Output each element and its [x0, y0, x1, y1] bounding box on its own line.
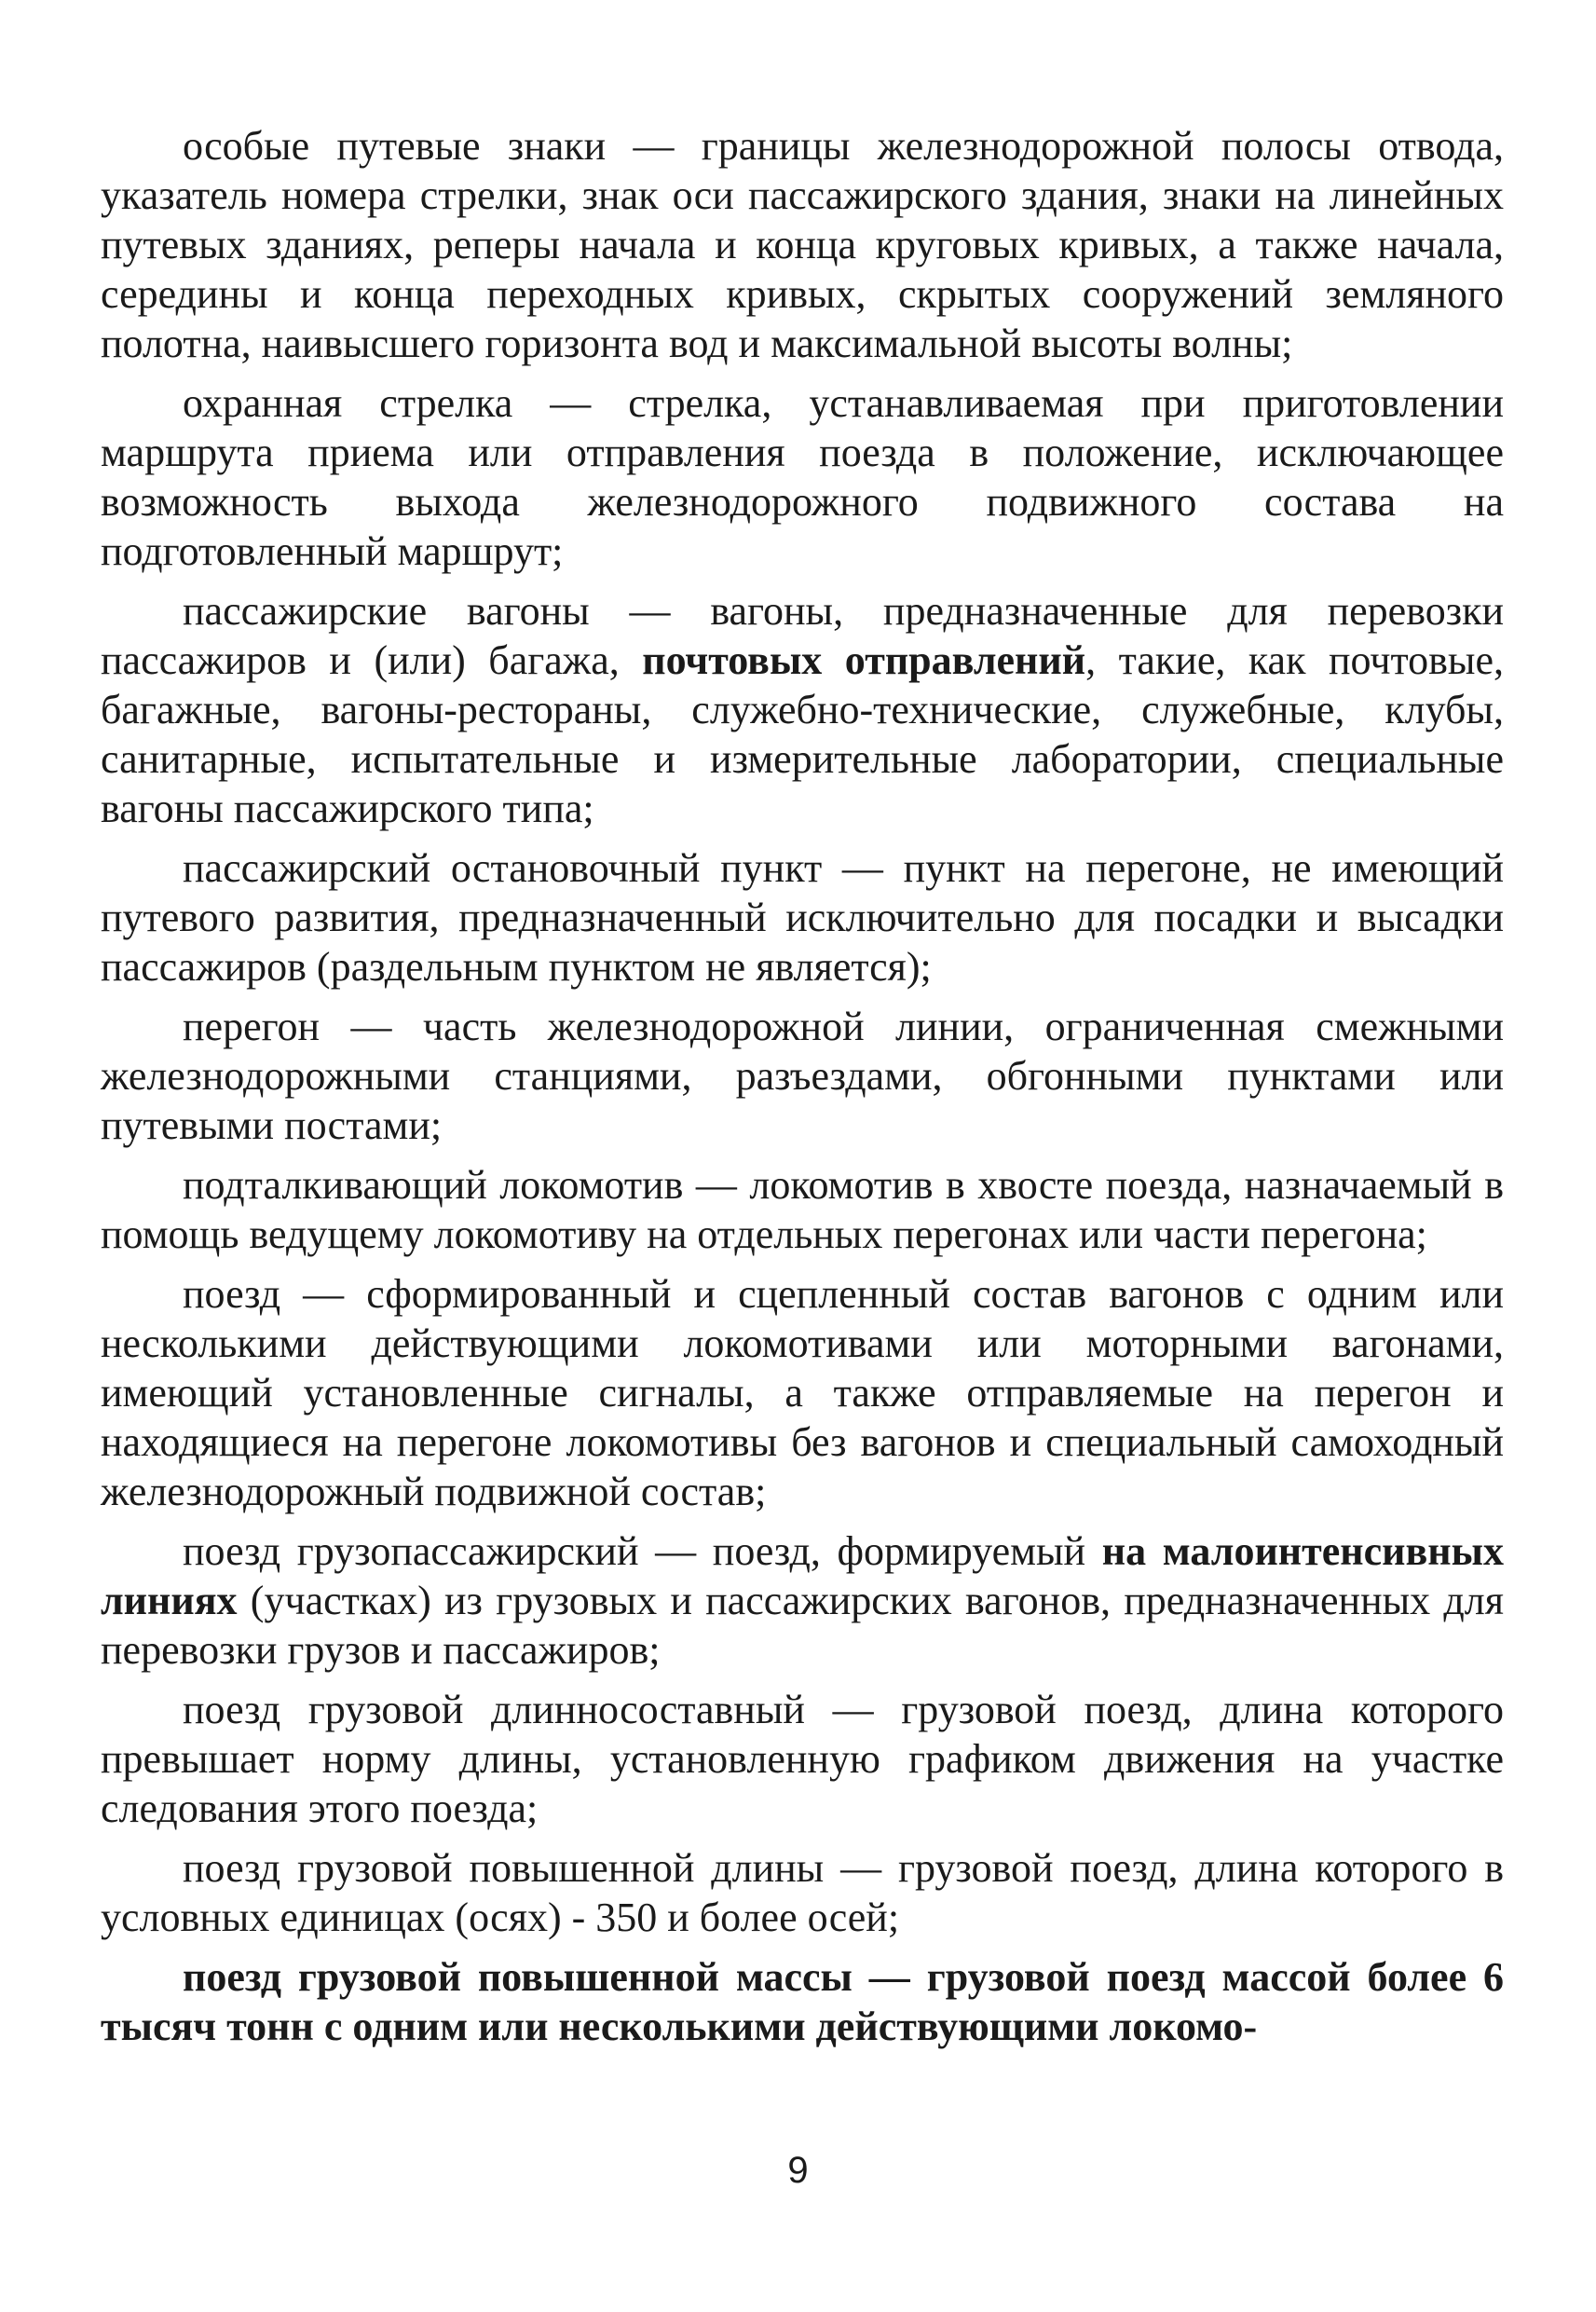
paragraph [101, 586, 1504, 833]
paragraph [101, 1526, 1504, 1675]
text-run: поезд грузопассажирский — поезд, формируемый [183, 1528, 1102, 1574]
text-run: пассажирские вагоны — вагоны, предназначенные для перевозки пассажиров и (или) багажа, [101, 588, 1504, 683]
paragraph [101, 378, 1504, 576]
paragraph [101, 121, 1504, 368]
text-run: особые путевые знаки — границы железнодорожной полосы отвода, указатель номера стрелки, знак оси пассажирского здания, знаки на линейных путевых зданиях, реперы начала и конца круговых кривых, а также начала, середины и конца переходных кривых, скрытых сооружений земляного полотна, наивысшего горизонта вод и максимальной высоты волны; [101, 123, 1504, 366]
paragraph [101, 1269, 1504, 1516]
text-run: поезд — сформированный и сцепленный состав вагонов с одним или несколькими действующими локомотивами или моторными вагонами, имеющий установленные сигналы, а также отправляемые на перегон и находящиеся на перегоне локомотивы без вагонов и специальный самоходный железнодорожный подвижной состав; [101, 1271, 1504, 1514]
paragraph [101, 1160, 1504, 1259]
text-run: (участках) из грузовых и пассажирских вагонов, предназначенных для перевозки грузов и пассажиров; [101, 1578, 1504, 1673]
paragraph [101, 1952, 1504, 2051]
text-run: поезд грузовой длинносоставный — грузовой поезд, длина которого превышает норму длины, установленную графиком движения на участке следования этого поезда; [101, 1687, 1504, 1831]
paragraph [101, 1843, 1504, 1942]
bold-text-run: почтовых отправлений [642, 637, 1086, 683]
paragraph [101, 843, 1504, 992]
paragraph [101, 1685, 1504, 1833]
text-run: охранная стрелка — стрелка, устанавливаемая при приготовлении маршрута приема или отправления поезда в положение, исключающее возможность выхода железнодорожного подвижного состава на подготовленный маршрут; [101, 380, 1504, 574]
text-run: перегон — часть железнодорожной линии, ограниченная смежными железнодорожными станциями, разъездами, обгонными пунктами или путевыми постами; [101, 1004, 1504, 1148]
paragraph [101, 1002, 1504, 1150]
page-body [101, 121, 1504, 2051]
page-number: 9 [787, 2150, 809, 2191]
text-run: поезд грузовой повышенной длины — грузовой поезд, длина которого в условных единицах (осях) - 350 и более осей; [101, 1845, 1504, 1940]
text-run: пассажирский остановочный пункт — пункт на перегоне, не имеющий путевого развития, предназначенный исключительно для посадки и высадки пассажиров (раздельным пунктом не является); [101, 845, 1504, 990]
bold-text-run: поезд грузовой повышенной массы — грузовой поезд массой более 6 тысяч тонн с одним или несколькими действующими локомо- [101, 1954, 1504, 2049]
text-run: , такие, как почтовые, багажные, вагоны-рестораны, служебно-технические, служебные, клубы, санитарные, испытательные и измерительные лаборатории, специальные вагоны пассажирского типа; [101, 637, 1505, 831]
bold-text-run: на малоинтенсивных линиях [101, 1528, 1504, 1623]
text-run: подталкивающий локомотив — локомотив в хвосте поезда, назначаемый в помощь ведущему локомотиву на отдельных перегонах или части перегона; [101, 1162, 1504, 1257]
